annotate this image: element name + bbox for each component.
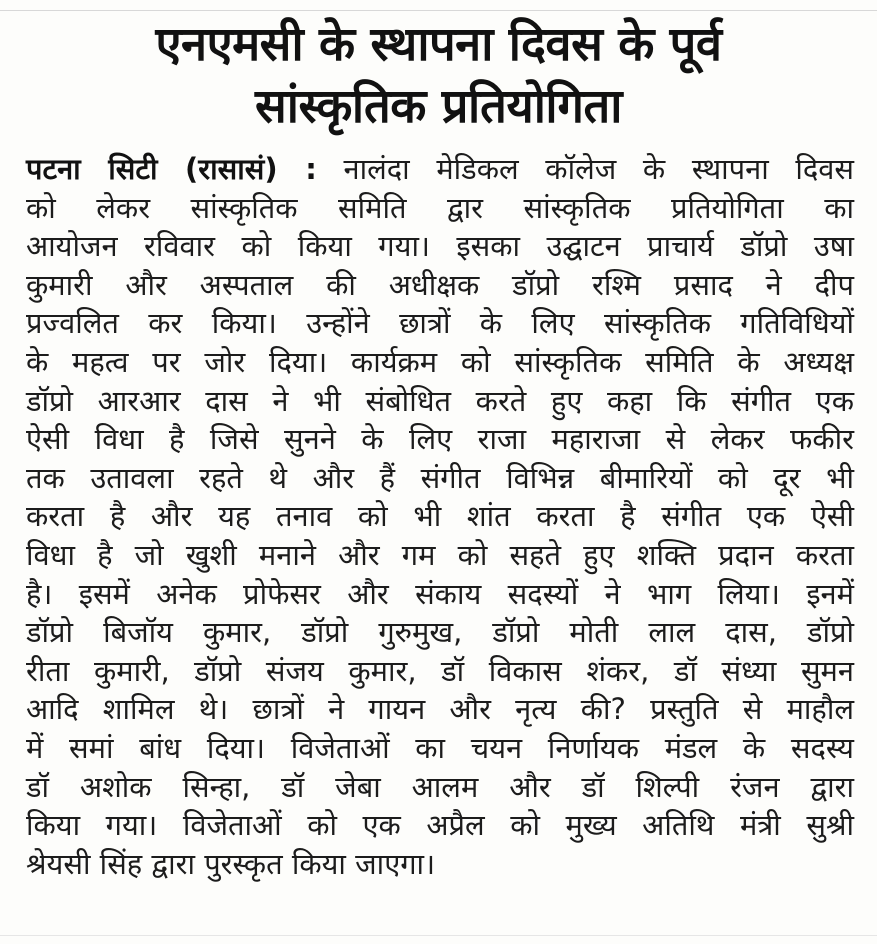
article-line: किया गया। विजेताओं को एक अप्रैल को मुख्य अतिथि मंत्री सुश्री: [26, 808, 854, 843]
article-line: है। इसमें अनेक प्रोफेसर और संकाय सदस्यों ने भाग लिया। इनमें: [26, 576, 854, 611]
article-line-text: नालंदा मेडिकल कॉलेज के स्थापना दिवस: [316, 152, 855, 186]
article-line: श्रेयसी सिंह द्वारा पुरस्कृत किया जाएगा।: [26, 846, 436, 881]
article-line: रीता कुमारी, डॉप्रो संजय कुमार, डॉ विकास शंकर, डॉ संध्या सुमन: [26, 653, 854, 688]
article-line: को लेकर सांस्कृतिक समिति द्वार सांस्कृतिक प्रतियोगिता का: [26, 190, 854, 225]
article-line: डॉप्रो बिजॉय कुमार, डॉप्रो गुरुमुख, डॉप्रो मोती लाल दास, डॉप्रो: [26, 615, 854, 650]
article-line: [26, 150, 854, 189]
article-line: कुमारी और अस्पताल की अधीक्षक डॉप्रो रश्मि प्रसाद ने दीप: [26, 267, 854, 302]
headline-line-1: एनएमसी के स्थापना दिवस के पूर्व: [155, 17, 722, 72]
headline: [0, 14, 877, 138]
article-line: के महत्व पर जोर दिया। कार्यक्रम को सांस्कृतिक समिति के अध्यक्ष: [26, 344, 854, 379]
article-line: आयोजन रविवार को किया गया। इसका उद्घाटन प्राचार्य डॉप्रो उषा: [26, 229, 854, 264]
dateline: पटना सिटी (रासासं) :: [26, 152, 317, 186]
article-line: विधा है जो खुशी मनाने और गम को सहते हुए शक्ति प्रदान करता: [26, 537, 854, 572]
headline-line-2: सांस्कृतिक प्रतियोगिता: [255, 79, 622, 134]
article-line: में समां बांध दिया। विजेताओं का चयन निर्णायक मंडल के सदस्य: [26, 730, 854, 765]
article-line: डॉ अशोक सिन्हा, डॉ जेबा आलम और डॉ शिल्पी रंजन द्वारा: [26, 769, 854, 804]
bottom-edge: [0, 935, 877, 944]
article-line: ऐसी विधा है जिसे सुनने के लिए राजा महाराजा से लेकर फकीर: [26, 422, 854, 457]
article-line: आदि शामिल थे। छात्रों ने गायन और नृत्य की? प्रस्तुति से माहौल: [26, 692, 854, 727]
article-body: [26, 150, 854, 883]
article-line: डॉप्रो आरआर दास ने भी संबोधित करते हुए कहा कि संगीत एक: [26, 383, 854, 418]
article-line: करता है और यह तनाव को भी शांत करता है संगीत एक ऐसी: [26, 499, 854, 534]
article-line: प्रज्वलित कर किया। उन्होंने छात्रों के लिए सांस्कृतिक गतिविधियों: [26, 306, 854, 341]
article-line: तक उतावला रहते थे और हैं संगीत विभिन्न बीमारियों को दूर भी: [26, 460, 854, 495]
